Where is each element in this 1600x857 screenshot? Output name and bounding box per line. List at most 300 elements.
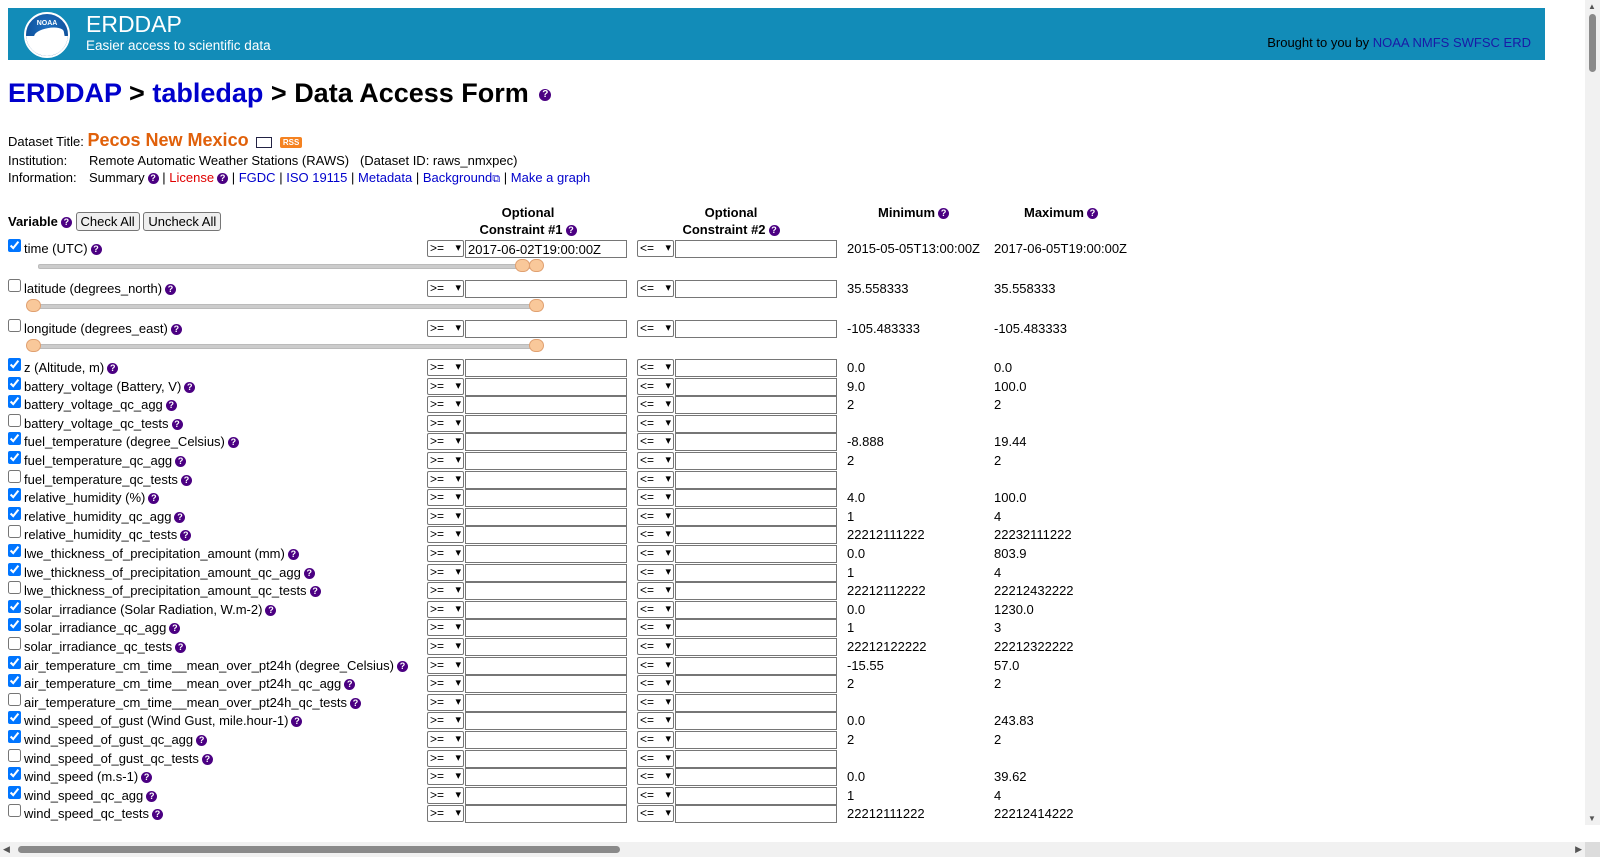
variable-help-icon[interactable]: ? bbox=[107, 363, 118, 374]
constraint2-input[interactable] bbox=[675, 768, 837, 786]
constraint1-input[interactable] bbox=[465, 359, 627, 377]
constraint2-operator-value: <= bbox=[640, 378, 655, 393]
constraint2-input[interactable] bbox=[675, 601, 837, 619]
variable-checkbox[interactable] bbox=[8, 377, 21, 390]
slider-min-handle[interactable] bbox=[26, 299, 41, 312]
uncheck-all-button[interactable]: Uncheck All bbox=[143, 212, 221, 231]
constraint2-input[interactable] bbox=[675, 545, 837, 563]
variable-help-icon[interactable]: ? bbox=[171, 324, 182, 335]
constraint2-input[interactable] bbox=[675, 712, 837, 730]
range-slider[interactable] bbox=[38, 259, 548, 273]
variable-help-icon[interactable]: ? bbox=[304, 568, 315, 579]
variable-help-icon[interactable]: ? bbox=[61, 217, 72, 228]
constraint2-header bbox=[651, 204, 811, 238]
metadata-link[interactable]: Metadata bbox=[358, 170, 413, 185]
constraint2-operator-select[interactable] bbox=[637, 452, 674, 469]
constraint1-input[interactable] bbox=[465, 489, 627, 507]
variable-checkbox[interactable] bbox=[8, 507, 21, 520]
constraint2-input[interactable] bbox=[675, 582, 837, 600]
background-link[interactable]: Background bbox=[422, 170, 493, 185]
separator: | bbox=[503, 170, 508, 185]
constraint2-input[interactable] bbox=[675, 787, 837, 805]
constraint1-operator-select[interactable] bbox=[427, 582, 464, 599]
constraint1-operator-select[interactable] bbox=[427, 471, 464, 488]
constraint1-operator-select[interactable] bbox=[427, 452, 464, 469]
email-icon[interactable] bbox=[256, 137, 272, 148]
variable-help-icon[interactable]: ? bbox=[91, 244, 102, 255]
constraint2-operator-select[interactable] bbox=[637, 415, 674, 432]
rss-icon[interactable]: RSS bbox=[280, 137, 302, 148]
variable-help-icon[interactable]: ? bbox=[169, 623, 180, 634]
erddap-banner bbox=[8, 8, 1545, 60]
constraint1-operator-select[interactable] bbox=[427, 750, 464, 767]
constraint2-operator-select[interactable] bbox=[637, 712, 674, 729]
constraint1-operator-value: >= bbox=[430, 415, 445, 430]
variable-help-icon[interactable]: ? bbox=[148, 493, 159, 504]
noaa-logo-icon[interactable] bbox=[24, 12, 70, 58]
constraint2-operator-select[interactable] bbox=[637, 787, 674, 804]
constraint2-operator-select[interactable] bbox=[637, 280, 674, 297]
variable-checkbox[interactable] bbox=[8, 730, 21, 743]
constraint1-help-icon[interactable]: ? bbox=[566, 225, 577, 236]
constraint2-input[interactable] bbox=[675, 489, 837, 507]
constraint1-input[interactable] bbox=[465, 657, 627, 675]
scroll-right-icon[interactable]: ▶ bbox=[1575, 844, 1582, 854]
constraint2-input[interactable] bbox=[675, 280, 837, 298]
breadcrumb bbox=[8, 78, 551, 109]
minimum-value: 2015-05-05T13:00:00Z bbox=[847, 241, 980, 256]
variable-help-icon[interactable]: ? bbox=[141, 772, 152, 783]
constraint1-input[interactable] bbox=[465, 768, 627, 786]
variable-name bbox=[24, 601, 276, 619]
constraint1-input[interactable] bbox=[465, 396, 627, 414]
constraint1-input[interactable] bbox=[465, 638, 627, 656]
constraint2-operator-select[interactable] bbox=[637, 675, 674, 692]
link-erd[interactable]: ERD bbox=[1503, 35, 1531, 50]
constraint1-operator-select[interactable] bbox=[427, 378, 464, 395]
app-name: ERDDAP bbox=[86, 11, 182, 37]
variable-help-icon[interactable]: ? bbox=[181, 475, 192, 486]
maximum-value: 243.83 bbox=[994, 713, 1034, 729]
constraint2-operator-value: <= bbox=[640, 415, 655, 430]
minimum-value: 0.0 bbox=[847, 769, 866, 785]
breadcrumb-sep: > bbox=[270, 78, 287, 108]
slider-min-handle[interactable] bbox=[26, 339, 41, 352]
maximum-value: 2 bbox=[994, 676, 1002, 692]
constraint2-input[interactable] bbox=[675, 526, 837, 544]
constraint2-operator-select[interactable] bbox=[637, 805, 674, 822]
variable-name-text: latitude (degrees_north) bbox=[24, 281, 163, 296]
information-row bbox=[8, 170, 77, 185]
variable-row bbox=[8, 675, 1545, 693]
constraint2-input[interactable] bbox=[675, 396, 837, 414]
constraint1-input[interactable] bbox=[465, 619, 627, 637]
scrollbar-corner bbox=[1585, 842, 1600, 857]
variable-row bbox=[8, 489, 1545, 507]
variable-name-text: fuel_temperature_qc_tests bbox=[24, 471, 178, 487]
horizontal-scrollbar[interactable] bbox=[0, 842, 1585, 857]
constraint1-input[interactable] bbox=[465, 320, 627, 338]
variable-name-text: wind_speed_of_gust_qc_agg bbox=[24, 732, 194, 747]
constraint1-operator-select[interactable] bbox=[427, 320, 464, 337]
constraint2-input[interactable] bbox=[675, 471, 837, 489]
constraint1-input[interactable] bbox=[465, 750, 627, 768]
constraint1-input[interactable] bbox=[465, 731, 627, 749]
constraint1-operator-select[interactable] bbox=[427, 768, 464, 785]
dataset-title-label: Dataset Title: bbox=[8, 134, 84, 149]
variable-name bbox=[24, 657, 408, 675]
constraint2-operator-select[interactable] bbox=[637, 582, 674, 599]
separator: | bbox=[351, 170, 355, 185]
minimum-value: 1 bbox=[847, 564, 855, 580]
constraint2-input[interactable] bbox=[675, 731, 837, 749]
variable-name-text: lwe_thickness_of_precipitation_amount (mm) bbox=[24, 546, 285, 561]
constraint2-operator-select[interactable] bbox=[637, 508, 674, 525]
constraint2-operator-value: <= bbox=[640, 713, 655, 728]
help-icon[interactable]: ? bbox=[539, 89, 551, 101]
separator: | bbox=[162, 170, 166, 185]
scroll-up-icon[interactable]: ▲ bbox=[1588, 2, 1596, 11]
variable-name bbox=[24, 545, 299, 563]
variable-checkbox[interactable] bbox=[8, 525, 21, 538]
constraint1-input[interactable] bbox=[465, 712, 627, 730]
constraint1-operator-select[interactable] bbox=[427, 526, 464, 543]
minimum-value: 1 bbox=[847, 620, 855, 636]
scroll-down-icon[interactable]: ▼ bbox=[1588, 814, 1596, 823]
constraint1-header-line1: Optional bbox=[501, 205, 555, 220]
variable-help-icon[interactable]: ? bbox=[196, 735, 207, 746]
breadcrumb-erddap[interactable]: ERDDAP bbox=[8, 78, 122, 108]
constraint2-header-line1: Optional bbox=[704, 205, 758, 220]
variable-checkbox[interactable] bbox=[8, 581, 21, 594]
constraint1-input[interactable] bbox=[465, 545, 627, 563]
constraint2-input[interactable] bbox=[675, 657, 837, 675]
slider-max-handle[interactable] bbox=[529, 339, 544, 352]
license-link[interactable]: License bbox=[169, 170, 215, 185]
constraint2-input[interactable] bbox=[675, 619, 837, 637]
constraint1-operator-select[interactable] bbox=[427, 787, 464, 804]
constraint2-operator-select[interactable] bbox=[637, 694, 674, 711]
constraint1-input[interactable] bbox=[465, 787, 627, 805]
variable-help-icon[interactable]: ? bbox=[310, 586, 321, 597]
variable-name-text: battery_voltage_qc_agg bbox=[24, 397, 163, 413]
range-slider[interactable] bbox=[26, 339, 546, 353]
constraint1-operator-select[interactable] bbox=[427, 359, 464, 376]
constraint1-input[interactable] bbox=[465, 508, 627, 526]
variable-checkbox[interactable] bbox=[8, 804, 21, 817]
constraint1-input[interactable] bbox=[465, 415, 627, 433]
slider-track bbox=[31, 304, 543, 309]
constraint1-operator-select[interactable] bbox=[427, 545, 464, 562]
variable-checkbox[interactable] bbox=[8, 470, 21, 483]
variable-checkbox[interactable] bbox=[8, 544, 21, 557]
variable-help-icon[interactable]: ? bbox=[265, 605, 276, 616]
variable-checkbox[interactable] bbox=[8, 358, 21, 371]
horizontal-scroll-thumb[interactable] bbox=[18, 846, 620, 853]
minimum-value: 0.0 bbox=[847, 713, 866, 729]
variable-checkbox[interactable] bbox=[8, 319, 21, 332]
variable-checkbox[interactable] bbox=[8, 414, 21, 427]
variable-checkbox[interactable] bbox=[8, 488, 21, 501]
constraint1-operator-value: >= bbox=[430, 639, 445, 653]
make-graph-link[interactable]: Make a graph bbox=[510, 170, 591, 185]
link-noaa[interactable]: NOAA bbox=[1372, 35, 1409, 50]
variable-name-text: fuel_temperature_qc_agg bbox=[24, 453, 173, 468]
variable-checkbox[interactable] bbox=[8, 618, 21, 631]
variable-name bbox=[24, 433, 239, 451]
minimum-value: -105.483333 bbox=[847, 321, 921, 336]
constraint1-operator-select[interactable] bbox=[427, 280, 464, 297]
constraint2-operator-select[interactable] bbox=[637, 471, 674, 488]
maximum-value: 100.0 bbox=[994, 490, 1027, 506]
variable-row bbox=[8, 240, 1545, 258]
variable-help-icon[interactable]: ? bbox=[175, 642, 186, 653]
constraint1-operator-select[interactable] bbox=[427, 601, 464, 618]
constraint2-operator-select[interactable] bbox=[637, 433, 674, 450]
minimum-value: 22212111222 bbox=[847, 527, 925, 543]
constraint2-operator-select[interactable] bbox=[637, 564, 674, 581]
constraint2-input[interactable] bbox=[675, 508, 837, 526]
variable-checkbox[interactable] bbox=[8, 563, 21, 576]
constraint2-input[interactable] bbox=[675, 638, 837, 656]
variable-name-text: lwe_thickness_of_precipitation_amount_qc_agg bbox=[24, 564, 301, 580]
constraint2-operator-select[interactable] bbox=[637, 638, 674, 655]
brought-prefix: Brought to you by bbox=[1267, 35, 1370, 50]
vertical-scrollbar[interactable] bbox=[1585, 0, 1600, 825]
variable-help-icon[interactable]: ? bbox=[291, 716, 302, 727]
constraint2-operator-select[interactable] bbox=[637, 601, 674, 618]
constraint2-help-icon[interactable]: ? bbox=[769, 225, 780, 236]
constraint1-input[interactable] bbox=[465, 564, 627, 582]
constraint1-operator-value: >= bbox=[430, 453, 445, 467]
constraint1-operator-value: >= bbox=[430, 806, 445, 821]
variable-help-icon[interactable]: ? bbox=[165, 284, 176, 295]
constraint2-operator-value: <= bbox=[640, 657, 655, 672]
constraint2-input[interactable] bbox=[675, 359, 837, 377]
link-nmfs[interactable]: NMFS bbox=[1412, 35, 1450, 50]
constraint2-operator-select[interactable] bbox=[637, 378, 674, 395]
variable-checkbox[interactable] bbox=[8, 656, 21, 669]
constraint1-input[interactable] bbox=[465, 471, 627, 489]
constraint2-operator-select[interactable] bbox=[637, 750, 674, 767]
constraint1-input[interactable] bbox=[465, 694, 627, 712]
constraint1-input[interactable] bbox=[465, 526, 627, 544]
variable-checkbox[interactable] bbox=[8, 749, 21, 762]
range-slider[interactable] bbox=[26, 299, 546, 313]
fgdc-link[interactable]: FGDC bbox=[238, 170, 276, 185]
minimum-help-icon[interactable]: ? bbox=[938, 208, 949, 219]
maximum-value: 2017-06-05T19:00:00Z bbox=[994, 241, 1127, 256]
constraint1-operator-select[interactable] bbox=[427, 240, 464, 257]
slider-track bbox=[38, 264, 540, 269]
variable-checkbox[interactable] bbox=[8, 239, 21, 252]
variable-row bbox=[8, 564, 1545, 582]
variable-help-icon[interactable]: ? bbox=[172, 419, 183, 430]
constraint1-operator-select[interactable] bbox=[427, 805, 464, 822]
variable-name-text: wind_speed (m.s-1) bbox=[24, 769, 139, 785]
constraint1-operator-select[interactable] bbox=[427, 694, 464, 711]
link-swfsc[interactable]: SWFSC bbox=[1452, 35, 1500, 50]
variable-name bbox=[24, 694, 361, 712]
constraint1-input[interactable] bbox=[465, 675, 627, 693]
constraint1-operator-value: >= bbox=[430, 769, 445, 784]
constraint1-input[interactable] bbox=[465, 805, 627, 823]
variable-name-text: time (UTC) bbox=[24, 241, 88, 256]
variable-row bbox=[8, 433, 1545, 451]
constraint2-input[interactable] bbox=[675, 452, 837, 470]
variable-row bbox=[8, 526, 1545, 544]
constraint1-input[interactable] bbox=[465, 378, 627, 396]
constraint1-operator-select[interactable] bbox=[427, 489, 464, 506]
iso-link[interactable]: ISO 19115 bbox=[286, 170, 348, 185]
constraint1-operator-select[interactable] bbox=[427, 433, 464, 450]
constraint1-header bbox=[448, 204, 608, 238]
variable-checkbox[interactable] bbox=[8, 786, 21, 799]
constraint2-operator-select[interactable] bbox=[637, 768, 674, 785]
constraint1-operator-select[interactable] bbox=[427, 415, 464, 432]
maximum-value: 3 bbox=[994, 620, 1002, 636]
constraint2-operator-value: <= bbox=[640, 750, 655, 765]
constraint2-operator-select[interactable] bbox=[637, 657, 674, 674]
variable-help-icon[interactable]: ? bbox=[184, 382, 195, 393]
constraint2-operator-select[interactable] bbox=[637, 320, 674, 337]
constraint2-operator-select[interactable] bbox=[637, 526, 674, 543]
constraint1-operator-select[interactable] bbox=[427, 712, 464, 729]
constraint2-operator-select[interactable] bbox=[637, 240, 674, 257]
minimum-header bbox=[878, 204, 949, 221]
constraint2-operator-value: <= bbox=[640, 676, 655, 691]
constraint1-operator-value: >= bbox=[430, 434, 445, 449]
variable-checkbox[interactable] bbox=[8, 637, 21, 650]
constraint2-input[interactable] bbox=[675, 750, 837, 768]
variable-row bbox=[8, 415, 1545, 433]
constraint1-operator-select[interactable] bbox=[427, 619, 464, 636]
variable-checkbox[interactable] bbox=[8, 600, 21, 613]
separator: | bbox=[279, 170, 283, 185]
slider-max-handle[interactable] bbox=[529, 299, 544, 312]
variable-help-icon[interactable]: ? bbox=[202, 754, 213, 765]
constraint2-operator-value: <= bbox=[640, 732, 655, 746]
information-links bbox=[89, 170, 590, 186]
variable-name bbox=[24, 320, 182, 338]
constraint2-operator-select[interactable] bbox=[637, 359, 674, 376]
check-all-button[interactable]: Check All bbox=[76, 212, 140, 231]
variable-name-text: z (Altitude, m) bbox=[24, 360, 105, 375]
variable-help-icon[interactable]: ? bbox=[174, 512, 185, 523]
constraint1-input[interactable] bbox=[465, 601, 627, 619]
variable-name-text: relative_humidity_qc_tests bbox=[24, 527, 178, 543]
variable-checkbox[interactable] bbox=[8, 279, 21, 292]
variable-row bbox=[8, 471, 1545, 489]
constraint2-input[interactable] bbox=[675, 378, 837, 396]
constraint1-operator-select[interactable] bbox=[427, 508, 464, 525]
variable-row bbox=[8, 657, 1545, 675]
constraint1-operator-select[interactable] bbox=[427, 657, 464, 674]
constraint2-input[interactable] bbox=[675, 433, 837, 451]
variable-help-icon[interactable]: ? bbox=[166, 400, 177, 411]
variable-help-icon[interactable]: ? bbox=[397, 661, 408, 672]
maximum-value: 1230.0 bbox=[994, 601, 1034, 617]
constraint1-input[interactable] bbox=[465, 433, 627, 451]
constraint1-operator-select[interactable] bbox=[427, 638, 464, 655]
constraint2-operator-select[interactable] bbox=[637, 396, 674, 413]
constraint2-operator-select[interactable] bbox=[637, 619, 674, 636]
variable-help-icon[interactable]: ? bbox=[175, 456, 186, 467]
constraint1-operator-select[interactable] bbox=[427, 564, 464, 581]
constraint1-input[interactable] bbox=[465, 280, 627, 298]
variable-help-icon[interactable]: ? bbox=[152, 809, 163, 820]
constraint1-operator-value: >= bbox=[430, 378, 445, 393]
page-title: Data Access Form bbox=[294, 78, 529, 108]
variable-checkbox[interactable] bbox=[8, 451, 21, 464]
constraint2-input[interactable] bbox=[675, 694, 837, 712]
maximum-value: 22212322222 bbox=[994, 639, 1074, 654]
maximum-value: 22212414222 bbox=[994, 806, 1074, 822]
constraint2-operator-value: <= bbox=[640, 546, 655, 560]
constraint1-operator-select[interactable] bbox=[427, 731, 464, 748]
variable-checkbox[interactable] bbox=[8, 432, 21, 445]
constraint1-input[interactable] bbox=[465, 240, 627, 258]
minimum-value: 0.0 bbox=[847, 546, 866, 561]
constraint1-input[interactable] bbox=[465, 582, 627, 600]
variable-help-icon[interactable]: ? bbox=[180, 530, 191, 541]
information-label: Information: bbox=[8, 170, 77, 185]
variable-help-icon[interactable]: ? bbox=[146, 791, 157, 802]
variable-checkbox[interactable] bbox=[8, 395, 21, 408]
maximum-help-icon[interactable]: ? bbox=[1087, 208, 1098, 219]
maximum-header bbox=[1024, 204, 1098, 221]
institution-label: Institution: bbox=[8, 153, 68, 168]
constraint2-operator-select[interactable] bbox=[637, 545, 674, 562]
constraint2-input[interactable] bbox=[675, 805, 837, 823]
maximum-value: 2 bbox=[994, 397, 1002, 413]
constraint1-operator-select[interactable] bbox=[427, 396, 464, 413]
variable-checkbox[interactable] bbox=[8, 693, 21, 706]
variable-name bbox=[24, 712, 302, 730]
brand bbox=[86, 10, 271, 54]
variable-help-icon[interactable]: ? bbox=[228, 437, 239, 448]
vertical-scroll-thumb[interactable] bbox=[1589, 14, 1596, 72]
slider-max-handle[interactable] bbox=[529, 259, 544, 272]
variable-help-icon[interactable]: ? bbox=[350, 698, 361, 709]
constraint1-operator-select[interactable] bbox=[427, 675, 464, 692]
constraint2-input[interactable] bbox=[675, 415, 837, 433]
constraint2-header-line2: Constraint #2 bbox=[682, 222, 766, 237]
constraint2-operator-select[interactable] bbox=[637, 489, 674, 506]
constraint2-input[interactable] bbox=[675, 675, 837, 693]
constraint2-input[interactable] bbox=[675, 320, 837, 338]
summary-help-icon[interactable]: ? bbox=[148, 173, 159, 184]
variable-help-icon[interactable]: ? bbox=[344, 679, 355, 690]
variable-row bbox=[8, 805, 1545, 823]
scroll-left-icon[interactable]: ◀ bbox=[3, 844, 10, 854]
constraint2-input[interactable] bbox=[675, 240, 837, 258]
variable-checkbox[interactable] bbox=[8, 674, 21, 687]
variable-checkbox[interactable] bbox=[8, 767, 21, 780]
constraint2-input[interactable] bbox=[675, 564, 837, 582]
maximum-value: 2 bbox=[994, 732, 1002, 747]
variable-checkbox[interactable] bbox=[8, 711, 21, 724]
slider-min-handle[interactable] bbox=[515, 259, 530, 272]
variable-name-text: solar_irradiance_qc_agg bbox=[24, 620, 167, 636]
variable-help-icon[interactable]: ? bbox=[288, 549, 299, 560]
license-help-icon[interactable]: ? bbox=[217, 173, 228, 184]
constraint2-operator-select[interactable] bbox=[637, 731, 674, 748]
variable-name bbox=[24, 396, 177, 414]
breadcrumb-tabledap[interactable]: tabledap bbox=[152, 78, 264, 108]
constraint1-input[interactable] bbox=[465, 452, 627, 470]
minimum-value: -15.55 bbox=[847, 657, 884, 673]
